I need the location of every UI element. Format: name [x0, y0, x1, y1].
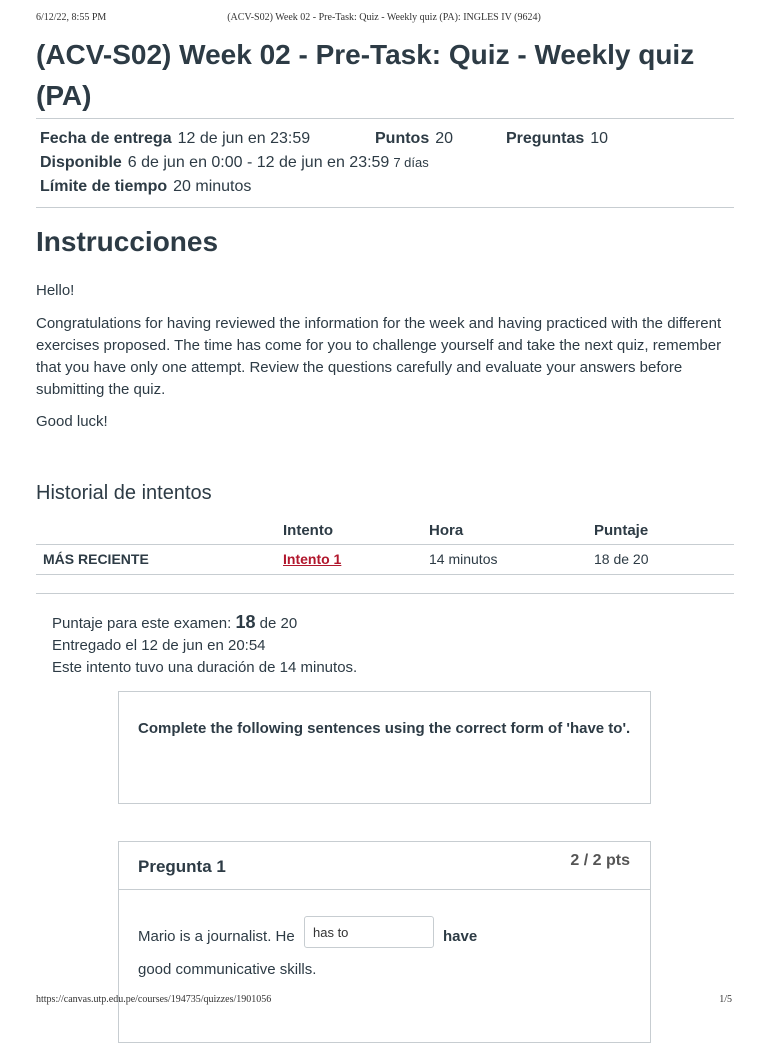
divider [36, 118, 734, 119]
instructions-heading: Instrucciones [36, 226, 219, 257]
answer-field[interactable]: has to [304, 916, 434, 948]
column-header-time: Hora [429, 522, 464, 539]
attempt-link[interactable]: Intento 1 [283, 551, 342, 567]
quiz-score [52, 612, 297, 634]
page-number: 1/5 [719, 994, 732, 1005]
table-divider [36, 574, 734, 575]
time-limit-value: 20 minutos [173, 178, 252, 195]
question-title: Pregunta 1 [138, 857, 226, 876]
print-url: https://canvas.utp.edu.pe/courses/194735/quizzes/1901056 [36, 994, 272, 1005]
submitted-date: Entregado el 12 de jun en 20:54 [52, 637, 266, 654]
score-prefix: Puntaje para este examen: [52, 615, 232, 632]
divider [36, 593, 734, 594]
directions-text: Complete the following sentences using the correct form of 'have to'. [138, 720, 631, 737]
column-header-score: Puntaje [594, 522, 649, 539]
points-label: Puntos [375, 130, 430, 147]
instructions-hello: Hello! [36, 282, 75, 299]
table-divider [36, 544, 734, 545]
points [375, 129, 453, 149]
question-text: Mario is a journalist. He [138, 928, 295, 945]
time-limit [40, 177, 251, 197]
questions-label: Preguntas [506, 130, 585, 147]
instructions-body: Congratulations for having reviewed the information for the week and having practiced with the different exercises proposed. The time has come for you to challenge yourself and take the next quiz, remember that you have only one attempt. Review the questions carefully and evaluate your answers before submitting the quiz. [36, 315, 722, 398]
question-text-after: have [443, 928, 478, 945]
availability-value: 6 de jun en 0:00 - 12 de jun en 23:59 [127, 154, 390, 171]
divider [36, 207, 734, 208]
time-limit-label: Límite de tiempo [40, 178, 168, 195]
questions [506, 129, 608, 149]
print-document-title: (ACV-S02) Week 02 - Pre-Task: Quiz - Weekly quiz (PA): INGLES IV (9624) [227, 12, 541, 23]
points-value: 20 [435, 130, 454, 147]
score-value: 18 [235, 612, 256, 632]
question-text-line2: good communicative skills. [138, 961, 317, 978]
attempt-history-heading: Historial de intentos [36, 482, 212, 504]
print-date: 6/12/22, 8:55 PM [36, 12, 107, 23]
page-title: (ACV-S02) Week 02 - Pre-Task: Quiz - Weekly quiz (PA) [36, 39, 695, 111]
availability-label: Disponible [40, 154, 122, 171]
row-score: 18 de 20 [594, 551, 649, 567]
row-time: 14 minutos [429, 551, 498, 567]
questions-value: 10 [590, 130, 609, 147]
attempt-duration: Este intento tuvo una duración de 14 minutos. [52, 659, 358, 676]
due-date-label: Fecha de entrega [40, 130, 172, 147]
directions-box [118, 691, 651, 804]
question-points: 2 / 2 pts [570, 852, 630, 869]
column-header-attempt: Intento [283, 522, 333, 539]
row-label: MÁS RECIENTE [43, 551, 149, 567]
score-suffix: de 20 [259, 615, 298, 632]
due-date [40, 129, 310, 149]
due-date-value: 12 de jun en 23:59 [177, 130, 311, 147]
availability [40, 153, 429, 173]
instructions-closing: Good luck! [36, 413, 108, 430]
availability-days: 7 días [393, 155, 429, 170]
